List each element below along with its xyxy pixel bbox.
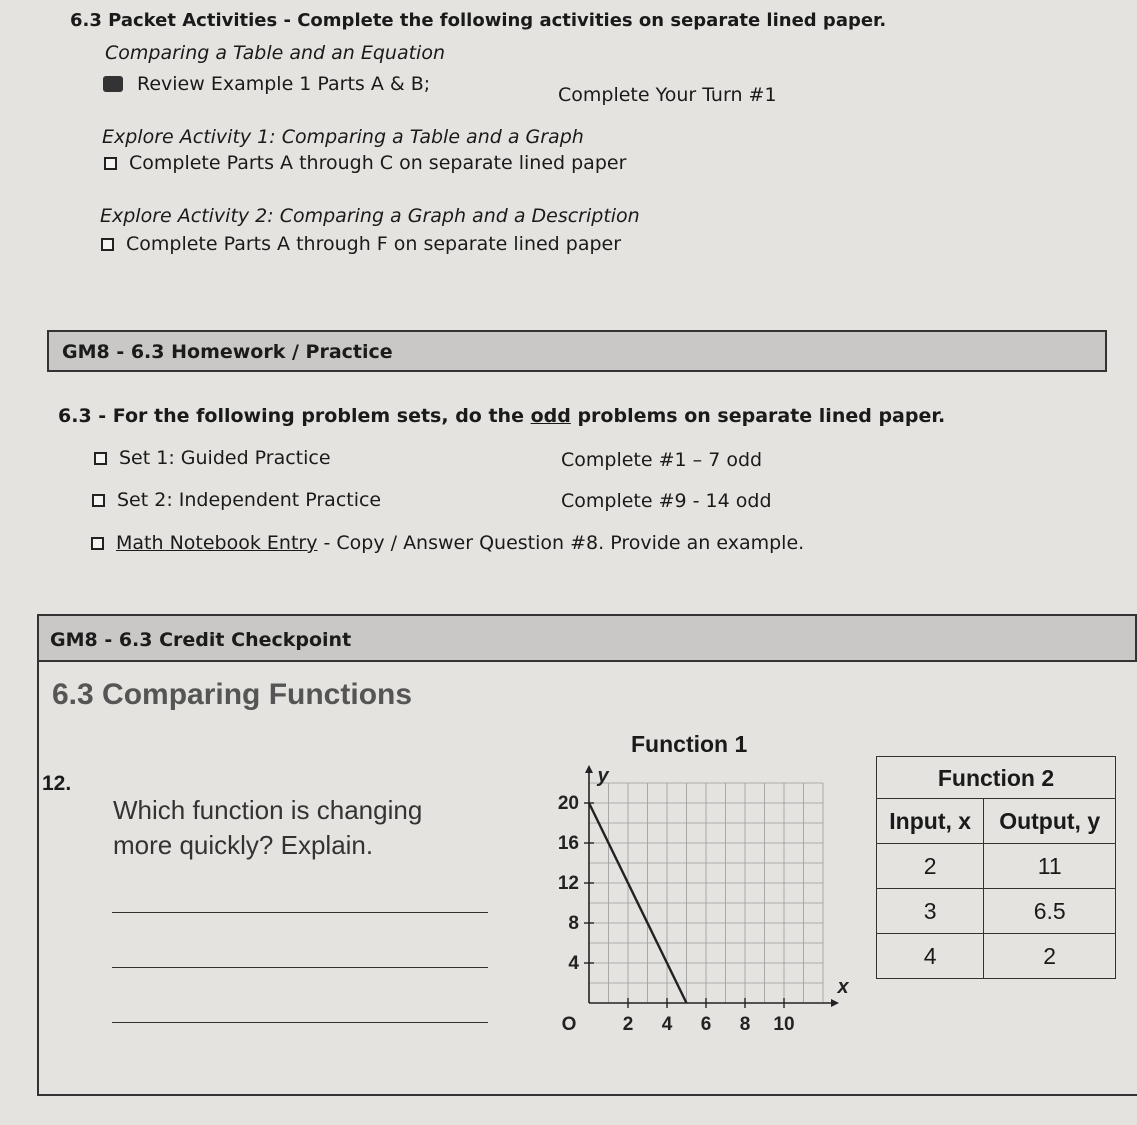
checkbox[interactable] — [104, 157, 117, 170]
section1-extra: Complete Your Turn #1 — [558, 84, 777, 106]
table-row — [877, 934, 1116, 979]
y-axis-label: y — [597, 765, 609, 787]
checkpoint-bottom-border — [37, 1094, 1137, 1096]
marked-checkbox-icon[interactable] — [103, 76, 123, 92]
section2-item-label: Complete Parts A through C on separate lined paper — [129, 152, 627, 174]
lesson-title: 6.3 Comparing Functions — [52, 678, 413, 711]
question-number: 12. — [42, 772, 72, 795]
table-row — [877, 844, 1116, 889]
y-tick-label: 8 — [568, 913, 579, 934]
checkpoint-band-title: GM8 - 6.3 Credit Checkpoint — [50, 629, 352, 651]
homework-band — [47, 330, 1107, 372]
function2-title: Function 2 — [876, 756, 1116, 798]
notebook-item — [91, 532, 804, 554]
set2-item — [92, 489, 381, 511]
instruction-post: problems on separate lined paper. — [570, 405, 946, 427]
table-header: Input, x — [877, 799, 984, 844]
answer-line-3[interactable] — [112, 1022, 488, 1023]
origin-label: O — [561, 1014, 577, 1035]
table-cell: 2 — [984, 934, 1116, 979]
checkbox[interactable] — [101, 238, 114, 251]
function2-table — [876, 798, 1116, 979]
answer-line-2[interactable] — [112, 967, 488, 968]
x-tick-label: 10 — [773, 1014, 795, 1035]
checkbox[interactable] — [92, 494, 105, 507]
y-tick-label: 12 — [557, 873, 579, 894]
table-cell: 4 — [877, 934, 984, 979]
section2-item — [104, 152, 626, 174]
y-tick-label: 20 — [557, 793, 579, 814]
homework-instruction — [58, 405, 945, 427]
instruction-pre: 6.3 - For the following problem sets, do the — [58, 405, 531, 427]
section3-item-label: Complete Parts A through F on separate lined paper — [126, 233, 622, 255]
checkbox[interactable] — [94, 452, 107, 465]
x-axis-label: x — [837, 976, 849, 998]
set2-task: Complete #9 - 14 odd — [561, 490, 772, 512]
x-tick-label: 2 — [622, 1014, 634, 1035]
y-axis-arrow — [585, 765, 593, 773]
table-cell: 11 — [984, 844, 1116, 889]
packet-heading: 6.3 Packet Activities - Complete the following activities on separate lined paper. — [70, 10, 887, 31]
set2-label: Set 2: Independent Practice — [117, 489, 382, 511]
y-tick-label: 16 — [557, 833, 579, 854]
answer-line-1[interactable] — [112, 912, 488, 913]
notebook-text: - Copy / Answer Question #8. Provide an example. — [317, 532, 805, 554]
x-axis-arrow — [831, 999, 839, 1007]
table-cell: 3 — [877, 889, 984, 934]
section1-title: Comparing a Table and an Equation — [105, 42, 445, 64]
section2-title: Explore Activity 1: Comparing a Table and a Graph — [102, 126, 584, 148]
x-tick-label: 8 — [739, 1014, 751, 1035]
section3-item — [101, 233, 621, 255]
chart-title: Function 1 — [631, 731, 748, 757]
table-header: Output, y — [984, 799, 1116, 844]
x-tick-label: 4 — [661, 1014, 673, 1035]
checkpoint-left-border — [37, 660, 39, 1096]
checkbox[interactable] — [91, 537, 104, 550]
section1-item — [103, 73, 430, 95]
table-cell: 6.5 — [984, 889, 1116, 934]
notebook-link: Math Notebook Entry — [116, 532, 318, 554]
question-line-2: more quickly? Explain. — [113, 830, 374, 860]
set1-label: Set 1: Guided Practice — [119, 447, 331, 469]
table-cell: 2 — [877, 844, 984, 889]
function1-graph — [540, 760, 849, 1040]
y-tick-label: 4 — [568, 953, 579, 974]
x-tick-label: 6 — [700, 1014, 712, 1035]
set1-task: Complete #1 – 7 odd — [561, 449, 763, 471]
checkpoint-band — [37, 614, 1137, 662]
instruction-odd: odd — [530, 405, 571, 427]
homework-band-title: GM8 - 6.3 Homework / Practice — [62, 341, 393, 363]
section3-title: Explore Activity 2: Comparing a Graph and a Description — [100, 205, 640, 227]
question-line-1: Which function is changing — [113, 795, 423, 825]
section1-item-label: Review Example 1 Parts A & B; — [137, 73, 431, 95]
table-row — [877, 889, 1116, 934]
set1-item — [94, 447, 331, 469]
